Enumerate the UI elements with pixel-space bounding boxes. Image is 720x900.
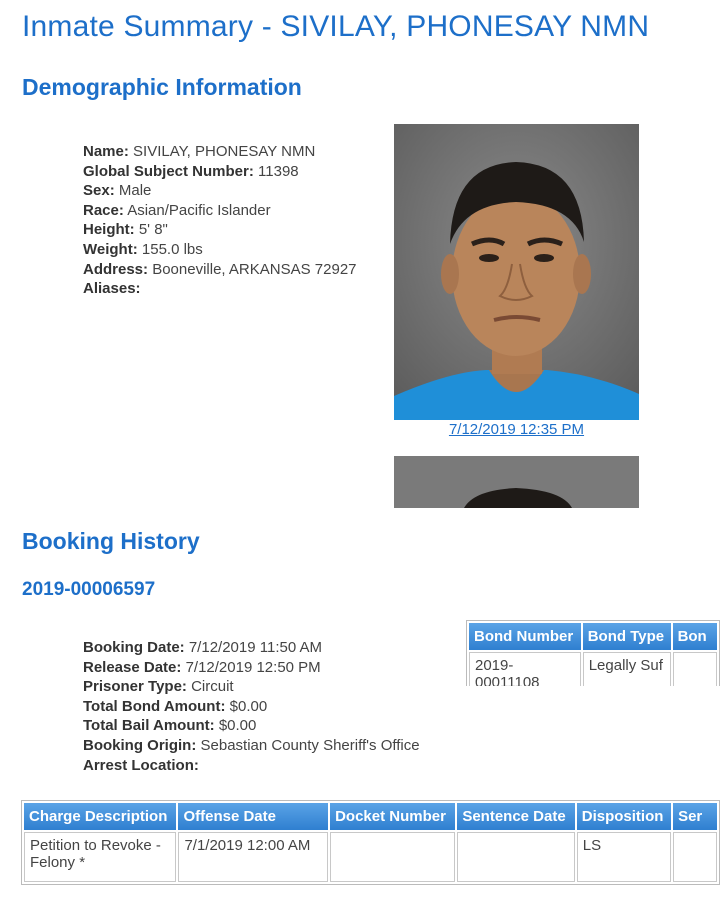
field-value: 155.0 lbs: [141, 240, 203, 258]
table-cell: 7/1/2019 12:00 AM: [178, 832, 328, 882]
field-value: Booneville, ARKANSAS 72927: [152, 260, 357, 278]
field-label: Arrest Location:: [83, 756, 199, 774]
field-label: Race:: [83, 201, 124, 219]
column-header[interactable]: Docket Number: [330, 803, 455, 830]
field-release-date: [83, 658, 420, 678]
field-global-subject-number: [83, 162, 357, 182]
field-aliases: [83, 279, 357, 299]
column-header[interactable]: Bond Type: [583, 623, 671, 650]
field-label: Prisoner Type:: [83, 678, 187, 696]
table-cell: [330, 832, 455, 882]
field-total-bond-amount: [83, 697, 420, 717]
table-cell: [673, 832, 717, 882]
column-header[interactable]: Bon: [673, 623, 717, 650]
table-cell: 2019-00011108: [469, 652, 581, 686]
field-label: Global Subject Number:: [83, 162, 254, 180]
field-label: Address:: [83, 260, 149, 278]
field-value: $0.00: [229, 697, 268, 715]
field-value: 11398: [258, 162, 299, 180]
table-cell: Legally Suf: [583, 652, 671, 686]
field-prisoner-type: [83, 677, 420, 697]
field-name: [83, 142, 357, 162]
field-label: Release Date:: [83, 658, 182, 676]
table-row: [469, 652, 717, 686]
table-header-row: [24, 803, 717, 830]
table-row: [24, 832, 717, 882]
field-label: Sex:: [83, 182, 115, 200]
field-label: Total Bail Amount:: [83, 717, 215, 735]
field-label: Total Bond Amount:: [83, 697, 226, 715]
field-value: SIVILAY, PHONESAY NMN: [133, 143, 316, 160]
booking-history-heading: Booking History: [22, 528, 200, 554]
demographic-heading: Demographic Information: [22, 74, 302, 100]
field-value: Asian/Pacific Islander: [127, 201, 271, 219]
field-value: Male: [118, 182, 152, 200]
bond-table-clip: [466, 620, 720, 686]
column-header[interactable]: Sentence Date: [457, 803, 574, 830]
field-label: Booking Date:: [83, 639, 185, 656]
field-address: [83, 260, 357, 280]
bond-table: [466, 620, 720, 686]
mugshot-photo[interactable]: [394, 124, 639, 420]
second-mugshot-photo[interactable]: [394, 456, 639, 508]
table-cell: Petition to Revoke - Felony *: [24, 832, 176, 882]
booking-info: [83, 638, 420, 775]
field-booking-origin: [83, 736, 420, 756]
charge-table-clip: [21, 800, 720, 890]
column-header[interactable]: Disposition: [577, 803, 671, 830]
column-header[interactable]: Offense Date: [178, 803, 328, 830]
charge-table: [21, 800, 720, 885]
field-value: Circuit: [191, 678, 234, 696]
field-value: $0.00: [218, 717, 257, 735]
table-cell: LS: [577, 832, 671, 882]
booking-number[interactable]: 2019-00006597: [22, 579, 156, 600]
field-label: Weight:: [83, 240, 138, 258]
field-arrest-location: [83, 756, 420, 776]
field-value: 5' 8": [138, 221, 168, 239]
mugshot-image: [394, 456, 639, 508]
field-value: 7/12/2019 11:50 AM: [188, 639, 323, 656]
field-value: Sebastian County Sheriff's Office: [200, 736, 420, 754]
column-header[interactable]: Ser: [673, 803, 717, 830]
table-cell: [673, 652, 717, 686]
field-label: Booking Origin:: [83, 736, 197, 754]
mugshot-image: [394, 124, 639, 420]
column-header[interactable]: Charge Description: [24, 803, 176, 830]
field-total-bail-amount: [83, 716, 420, 736]
field-value: 7/12/2019 12:50 PM: [185, 658, 321, 676]
field-weight: [83, 240, 357, 260]
field-label: Name:: [83, 143, 129, 160]
field-label: Height:: [83, 221, 135, 239]
field-race: [83, 201, 357, 221]
column-header[interactable]: Bond Number: [469, 623, 581, 650]
field-booking-date: [83, 638, 420, 658]
page-title: Inmate Summary - SIVILAY, PHONESAY NMN: [22, 10, 650, 43]
field-sex: [83, 181, 357, 201]
field-height: [83, 220, 357, 240]
table-header-row: [469, 623, 717, 650]
field-label: Aliases:: [83, 280, 141, 298]
photo-date-link[interactable]: 7/12/2019 12:35 PM: [448, 421, 585, 438]
table-cell: [457, 832, 574, 882]
demographic-info: [83, 142, 357, 299]
